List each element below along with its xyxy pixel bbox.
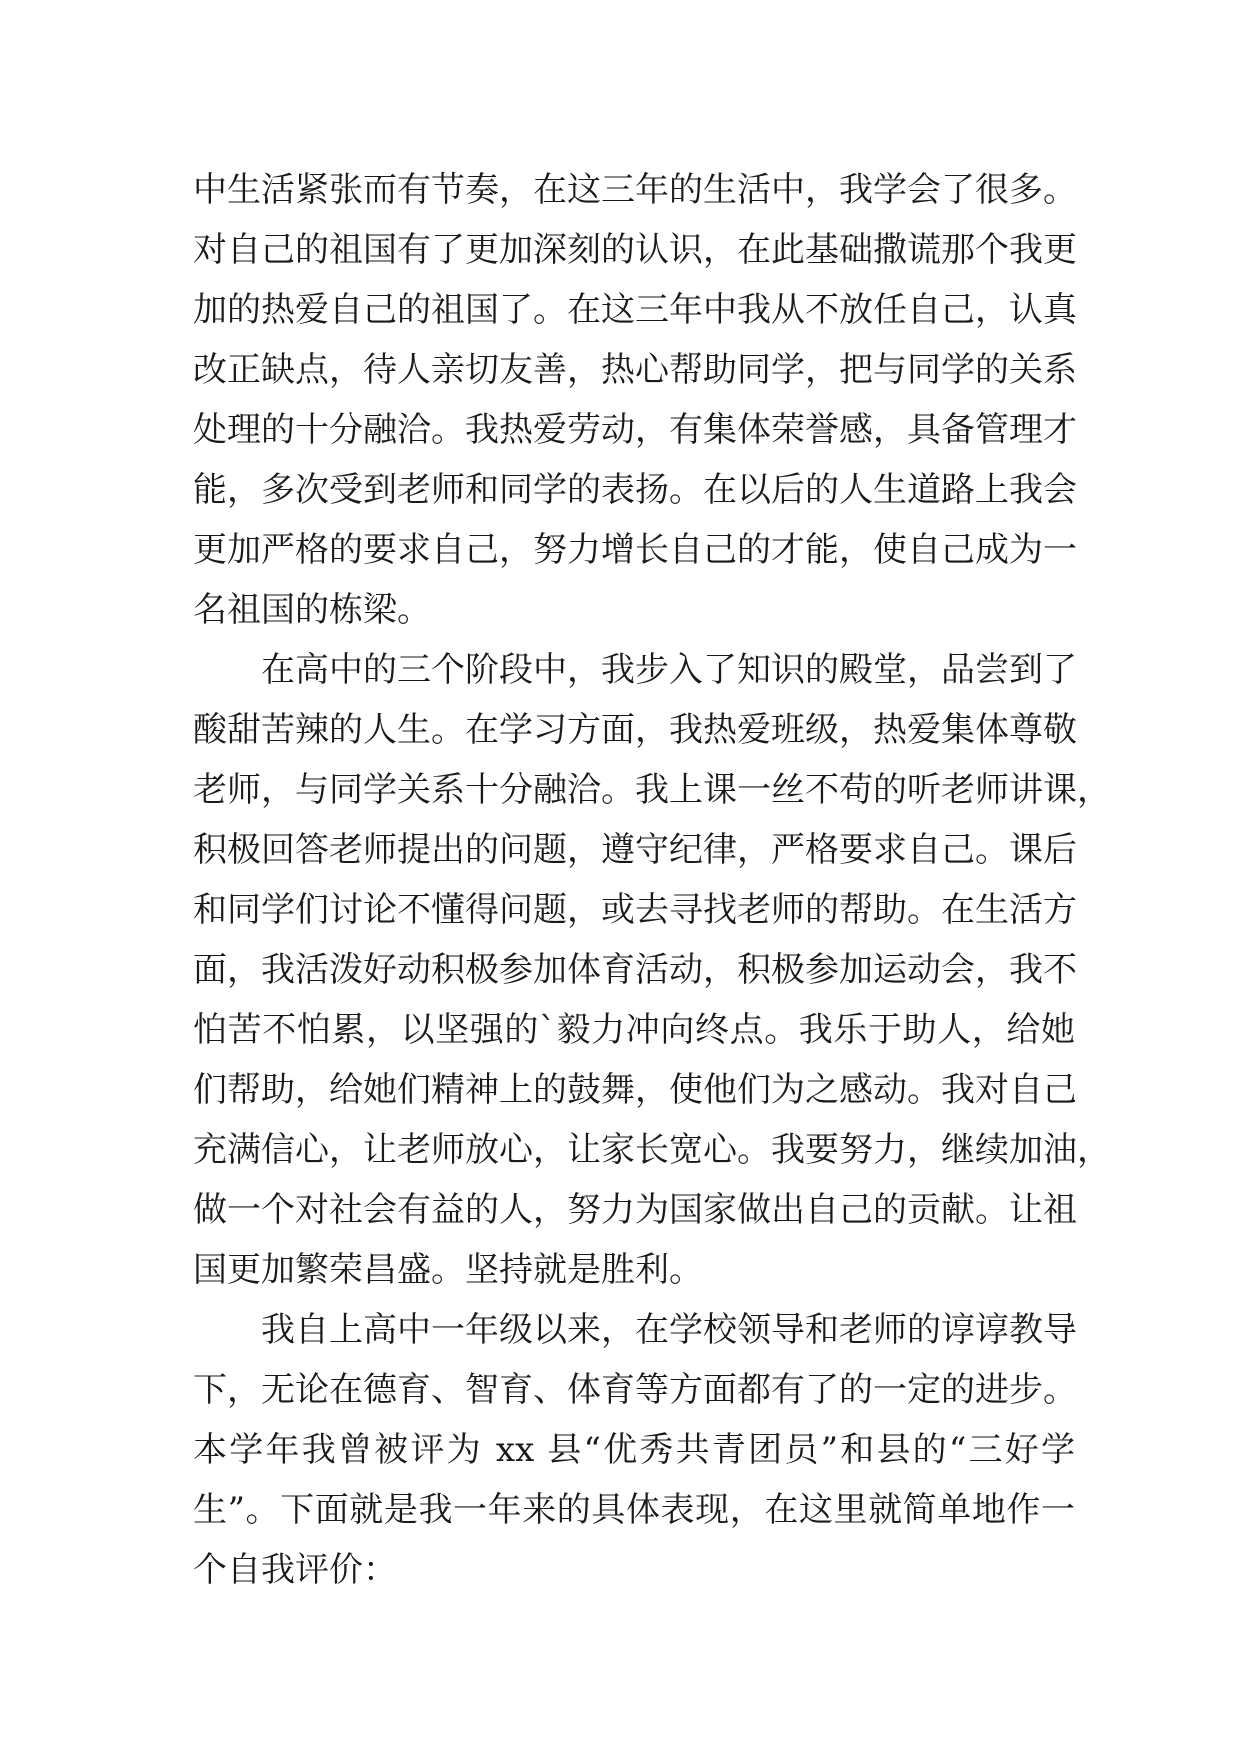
text-line: 生”。下面就是我一年来的具体表现，在这里就简单地作一 — [193, 1490, 1075, 1530]
text-line: 改正缺点，待人亲切友善，热心帮助同学，把与同学的关系 — [193, 350, 1077, 390]
text-line: 处理的十分融洽。我热爱劳动，有集体荣誉感，具备管理才 — [193, 410, 1077, 450]
text-line: 加的热爱自己的祖国了。在这三年中我从不放任自己，认真 — [193, 290, 1077, 330]
text-line: 对自己的祖国有了更加深刻的认识，在此基础撒谎那个我更 — [193, 230, 1077, 270]
paragraph-start-line: 在高中的三个阶段中，我步入了知识的殿堂，品尝到了 — [261, 650, 1077, 690]
text-line: 积极回答老师提出的问题，遵守纪律，严格要求自己。课后 — [193, 830, 1077, 870]
text-line: 下，无论在德育、智育、体育等方面都有了的一定的进步。 — [193, 1370, 1077, 1410]
text-line: 怕苦不怕累，以坚强的`毅力冲向终点。我乐于助人，给她 — [193, 1010, 1075, 1050]
text-line: 和同学们讨论不懂得问题，或去寻找老师的帮助。在生活方 — [193, 890, 1077, 930]
text-line: 更加严格的要求自己，努力增长自己的才能，使自己成为一 — [193, 530, 1077, 570]
paragraph-start-line: 我自上高中一年级以来，在学校领导和老师的谆谆教导 — [261, 1310, 1077, 1350]
text-line: 面，我活泼好动积极参加体育活动，积极参加运动会，我不 — [193, 950, 1077, 990]
text-line: 国更加繁荣昌盛。坚持就是胜利。 — [193, 1250, 703, 1290]
text-line: 们帮助，给她们精神上的鼓舞，使他们为之感动。我对自己 — [193, 1070, 1077, 1110]
text-line: 中生活紧张而有节奏，在这三年的生活中，我学会了很多。 — [193, 170, 1077, 210]
text-line: 酸甜苦辣的人生。在学习方面，我热爱班级，热爱集体尊敬 — [193, 710, 1077, 750]
text-line: 做一个对社会有益的人，努力为国家做出自己的贡献。让祖 — [193, 1190, 1077, 1230]
text-line: 充满信心，让老师放心，让家长宽心。我要努力，继续加油， — [193, 1130, 1111, 1170]
text-line: 能，多次受到老师和同学的表扬。在以后的人生道路上我会 — [193, 470, 1077, 510]
text-line: 名祖国的栋梁。 — [193, 590, 431, 630]
document-body — [193, 160, 1111, 1600]
text-line: 本学年我曾被评为 xx 县“优秀共青团员”和县的“三好学 — [193, 1430, 1075, 1470]
text-line: 老师，与同学关系十分融洽。我上课一丝不苟的听老师讲课， — [193, 770, 1111, 810]
text-line: 个自我评价： — [193, 1550, 397, 1590]
